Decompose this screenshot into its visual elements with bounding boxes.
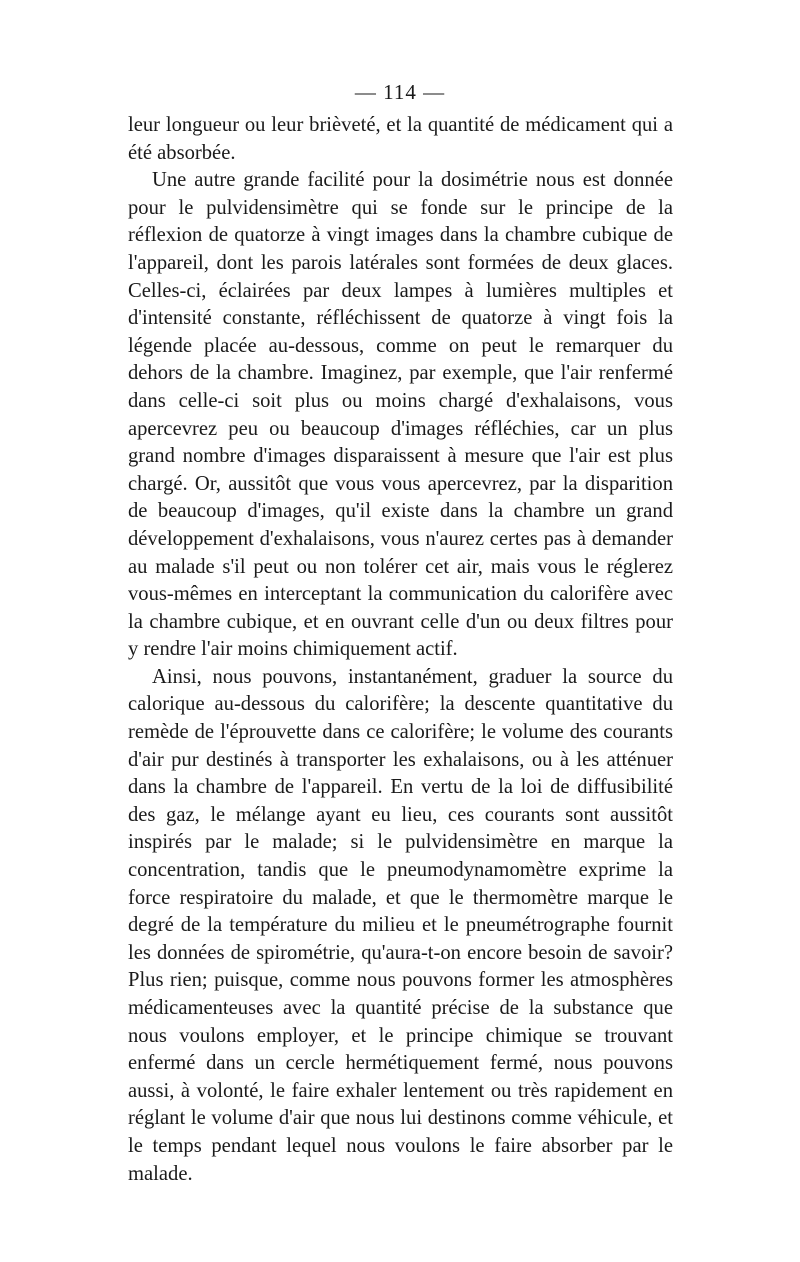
paragraph-ainsi: Ainsi, nous pouvons, instantanément, graduer la source du calorique au-dessous du calorifère; la descente quantitative du remède de l'éprouvette dans ce calorifère; le volume des courants d'air pur destinés à transporter les exhalaisons, ou à les atténuer dans la chambre de l'appareil. En vertu de la loi de diffusibilité des gaz, le mélange ayant eu lieu, ces courants sont aussitôt inspirés par le malade; si le pulvidensimètre en marque la concentration, tandis que le pneumodynamomètre exprime la force respiratoire du malade, et que le thermomètre marque le degré de la température du milieu et le pneumétrographe fournit les données de spirométrie, qu'aura-t-on encore besoin de savoir? Plus rien; puisque, comme nous pouvons former les atmosphères médicamenteuses avec la quantité précise de la substance que nous voulons employer, et le principe chimique se trouvant enfermé dans un cercle hermétiquement fermé, nous pouvons aussi, à volonté, le faire exhaler lentement ou très rapidement en réglant le volume d'air que nous lui destinons comme véhicule, et le temps pendant lequel nous voulons le faire absorber par le malade. bbox=[128, 665, 673, 1185]
page-number: — 114 — bbox=[354, 80, 446, 104]
paragraph-pulvidensimetre: Une autre grande facilité pour la dosimétrie nous est donnée pour le pulvidensimètre qui se fonde sur le principe de la réflexion de quatorze à vingt images dans la chambre cubique de l'appareil, dont les parois latérales sont formées de deux glaces. Celles-ci, éclairées par deux lampes à lumières multiples et d'intensité constante, réfléchissent de quatorze à vingt fois la légende placée au-dessous, comme on peut le remarquer du dehors de la chambre. Imaginez, par exemple, que l'air renfermé dans celle-ci soit plus ou moins chargé d'exhalaisons, vous apercevrez peu ou beaucoup d'images réfléchies, car un plus grand nombre d'images disparaissent à mesure que l'air est plus chargé. Or, aussitôt que vous vous apercevrez, par la disparition de beaucoup d'images, qu'il existe dans la chambre un grand développement d'exhalaisons, vous n'aurez certes pas à demander au malade s'il peut ou non tolérer cet air, mais vous le réglerez vous-mêmes en interceptant la communication du calorifère avec la chambre cubique, et en ouvrant celle d'un ou deux filtres pour y rendre l'air moins chimiquement actif. bbox=[128, 169, 673, 661]
paragraph-continuation: leur longueur ou leur brièveté, et la quantité de médicament qui a été absorbée. bbox=[128, 114, 673, 164]
body-text bbox=[128, 112, 673, 1188]
